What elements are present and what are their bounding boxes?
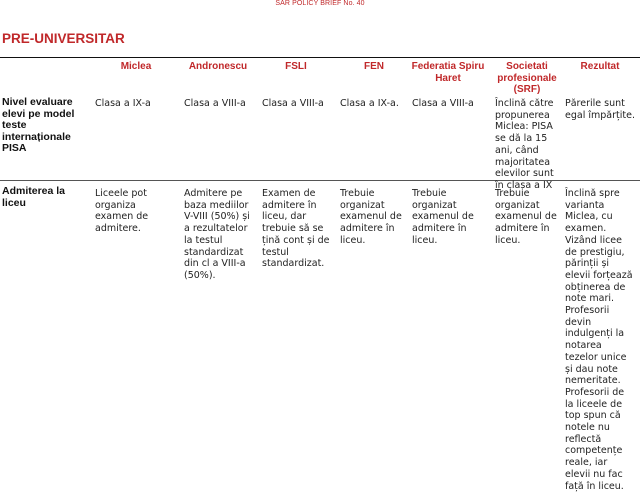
column-header-fen: FEN: [364, 61, 384, 72]
cell-srf-pisa: Înclină către propunerea Miclea: PISA se dă la 15 ani, când majoritatea elevilor sunt în clasa a IX: [495, 98, 554, 191]
cell-miclea-admitere: Liceele pot organiza examen de admitere.: [95, 188, 149, 235]
cell-andronescu-pisa: Clasa a VIII-a: [184, 98, 246, 109]
cell-andronescu-admitere: Admitere pe baza mediilor V-VIII (50%) și a rezultatelor la testul standardizat din cl a VIII-a (50%).: [184, 188, 250, 281]
cell-srf-admitere: Trebuie organizat examenul de admitere în liceu.: [495, 188, 557, 246]
section-title: PRE-UNIVERSITAR: [2, 31, 125, 46]
row-label-admiterea-la-liceu: Admiterea la liceu: [2, 185, 66, 209]
cell-spiru-haret-admitere: Trebuie organizat examenul de admitere în liceu.: [412, 188, 474, 246]
column-header-societati-profesionale: Societati profesionale (SRF): [497, 61, 557, 95]
column-header-rezultat: Rezultat: [580, 61, 620, 72]
cell-miclea-pisa: Clasa a IX-a: [95, 98, 151, 109]
table-top-rule: [0, 57, 640, 58]
cell-rezultat-pisa: Părerile sunt egal împărțite.: [565, 98, 635, 121]
row-label-nivel-evaluare: Nivel evaluare elevi pe model teste internaționale PISA: [2, 96, 75, 154]
cell-fen-pisa: Clasa a IX-a.: [340, 98, 399, 109]
column-header-federatia-spiru-haret: Federatia Spiru Haret: [411, 61, 485, 84]
cell-fen-admitere: Trebuie organizat examenul de admitere în liceu.: [340, 188, 402, 246]
cell-fsli-admitere: Examen de admitere în liceu, dar trebuie să se țină cont și de testul standardizat.: [262, 188, 330, 270]
column-header-miclea: Miclea: [120, 61, 152, 72]
running-header: SAR POLICY BRIEF No. 40: [275, 0, 365, 7]
column-header-fsli: FSLI: [285, 61, 307, 72]
cell-fsli-pisa: Clasa a VIII-a: [262, 98, 324, 109]
cell-rezultat-admitere: Înclină spre varianta Miclea, cu examen. Vizând licee de prestigiu, părinții și elevii forțează obținerea de note mari. Profesorii devin indulgenți la notarea tezelor unice și dau note nemeritate. Profesorii de la liceele de top spun că notele nu reflectă competențe reale, iar elevii nu fac față în liceu.: [565, 188, 633, 492]
cell-spiru-haret-pisa: Clasa a VIII-a: [412, 98, 474, 109]
column-header-andronescu: Andronescu: [188, 61, 248, 72]
